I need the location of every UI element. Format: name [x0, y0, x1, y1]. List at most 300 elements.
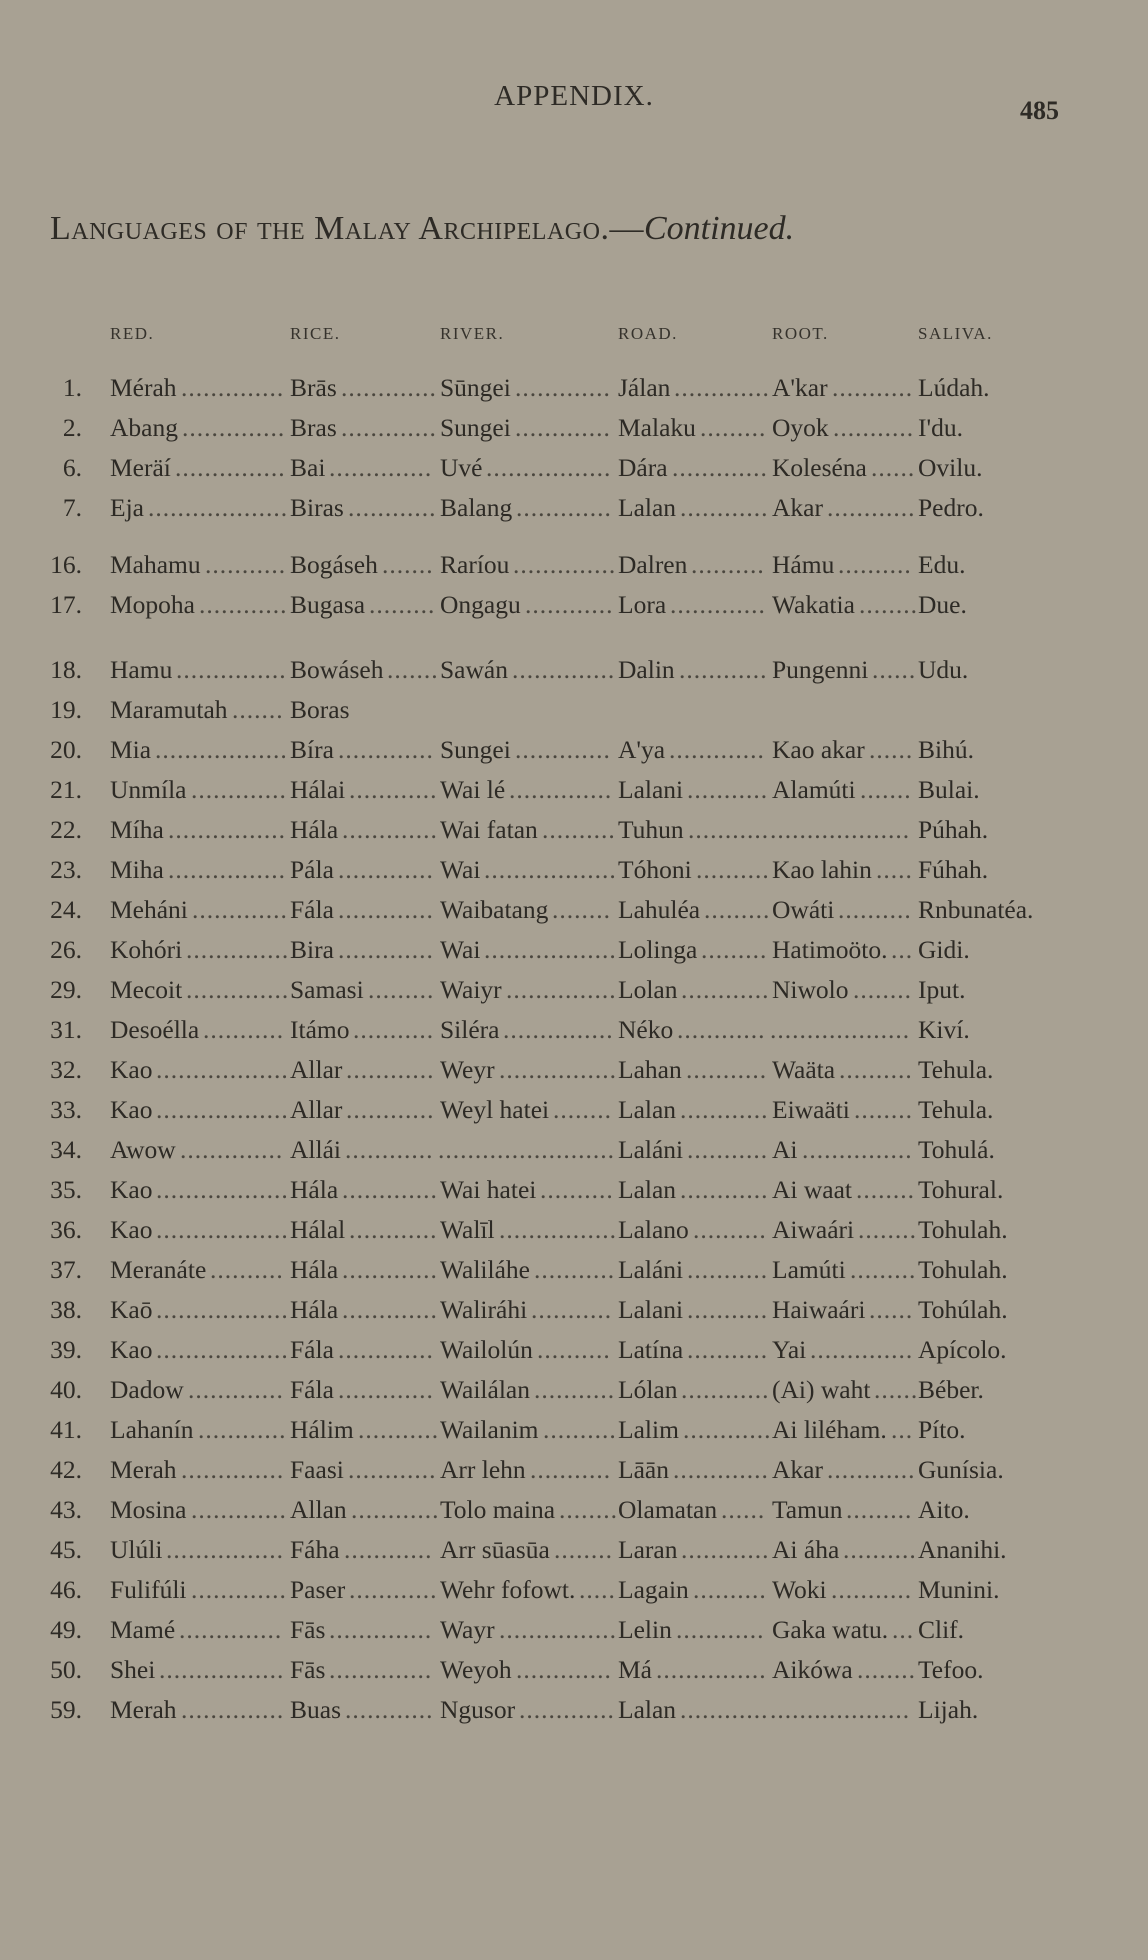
- cell-rice: Bras: [290, 413, 337, 442]
- cell-road: Dára: [618, 453, 668, 482]
- leader-dots: ...........: [358, 1415, 440, 1444]
- leader-dots: .............: [188, 1375, 284, 1404]
- cell-saliva: Tefoo.: [918, 1655, 984, 1684]
- leader-dots: ............: [349, 1215, 438, 1244]
- leader-dots: .....: [876, 855, 913, 884]
- cell-red: Meranáte: [110, 1255, 207, 1284]
- cell-root: Wakatia: [772, 590, 855, 619]
- row-number: 45.: [50, 1535, 82, 1564]
- leader-dots: ............: [345, 1695, 434, 1724]
- leader-dots: ............: [681, 975, 770, 1004]
- table-row: [0, 735, 1148, 775]
- leader-dots: ...........: [686, 1055, 768, 1084]
- table-row: [0, 1695, 1148, 1735]
- leader-dots: ........................: [438, 1135, 615, 1164]
- table-row: [0, 1295, 1148, 1335]
- table-row: [0, 1415, 1148, 1455]
- row-number: 22.: [50, 815, 82, 844]
- cell-saliva: Udu.: [918, 655, 969, 684]
- row-number: 42.: [50, 1455, 82, 1484]
- cell-road: Lora: [618, 590, 667, 619]
- cell-saliva: Tohulah.: [918, 1215, 1008, 1244]
- cell-road: Dalren: [618, 550, 688, 579]
- leader-dots: .............: [519, 1695, 615, 1724]
- cell-river: Wehr fofowt.: [440, 1575, 576, 1604]
- leader-dots: ............: [680, 1695, 769, 1724]
- leader-dots: ..........: [691, 550, 765, 579]
- cell-saliva: Gunísia.: [918, 1455, 1004, 1484]
- leader-dots: ......: [869, 735, 914, 764]
- table-row: [0, 1095, 1148, 1135]
- row-number: 40.: [50, 1375, 82, 1404]
- table-row: [0, 775, 1148, 815]
- cell-road: Lahan: [618, 1055, 682, 1084]
- leader-dots: ..............: [186, 975, 290, 1004]
- row-number: 38.: [50, 1295, 82, 1324]
- row-number: 6.: [62, 453, 82, 482]
- cell-saliva: Tohúlah.: [918, 1295, 1008, 1324]
- leader-dots: ..............: [180, 1135, 284, 1164]
- table-row: [0, 550, 1148, 590]
- cell-root: Akar: [772, 493, 823, 522]
- cell-saliva: Ovilu.: [918, 453, 983, 482]
- cell-red: Mosina: [110, 1495, 187, 1524]
- table-row: [0, 695, 1148, 735]
- row-number: 32.: [50, 1055, 82, 1084]
- table-row: [0, 935, 1148, 975]
- cell-saliva: Due.: [918, 590, 967, 619]
- leader-dots: ............: [198, 1415, 287, 1444]
- leader-dots: ...: [892, 1615, 915, 1644]
- cell-river: Siléra: [440, 1015, 500, 1044]
- leader-dots: ......: [872, 655, 917, 684]
- cell-red: Shei: [110, 1655, 156, 1684]
- table-row: [0, 373, 1148, 413]
- leader-dots: .........: [368, 975, 435, 1004]
- col-header-road: ROAD.: [618, 324, 678, 343]
- cell-river: Wai lé: [440, 775, 506, 804]
- leader-dots: ...: [891, 935, 914, 964]
- cell-red: Eja: [110, 493, 144, 522]
- cell-saliva: Tehula.: [918, 1095, 994, 1124]
- cell-saliva: Púhah.: [918, 815, 989, 844]
- cell-rice: Pála: [290, 855, 334, 884]
- leader-dots: ..........: [696, 855, 770, 884]
- leader-dots: ...........: [203, 1015, 285, 1044]
- cell-river: Sawán: [440, 655, 508, 684]
- cell-saliva: Lúdah.: [918, 373, 990, 402]
- table-row: [0, 1615, 1148, 1655]
- leader-dots: ...........: [534, 1375, 616, 1404]
- cell-red: Merah: [110, 1695, 177, 1724]
- leader-dots: ...................: [770, 1695, 911, 1724]
- cell-road: Lolan: [618, 975, 678, 1004]
- cell-rice: Biras: [290, 493, 344, 522]
- leader-dots: .............: [338, 935, 434, 964]
- row-number: 50.: [50, 1655, 82, 1684]
- leader-dots: ............: [344, 1535, 433, 1564]
- leader-dots: ............: [348, 1455, 437, 1484]
- leader-dots: ...............: [656, 1655, 767, 1684]
- cell-river: Wailálan: [440, 1375, 530, 1404]
- row-number: 34.: [50, 1135, 82, 1164]
- cell-red: Hamu: [110, 655, 173, 684]
- row-number: 39.: [50, 1335, 82, 1364]
- cell-river: Waiyr: [440, 975, 502, 1004]
- col-header-root: ROOT.: [772, 324, 829, 343]
- table-row: [0, 1535, 1148, 1575]
- row-number: 29.: [50, 975, 82, 1004]
- leader-dots: ............: [525, 590, 614, 619]
- col-header-red: RED.: [110, 324, 155, 343]
- cell-rice: Buas: [290, 1695, 341, 1724]
- cell-rice: Itámo: [290, 1015, 350, 1044]
- leader-dots: ..............: [513, 550, 617, 579]
- cell-root: Ai waat: [772, 1175, 853, 1204]
- leader-dots: ..........: [838, 895, 912, 924]
- leader-dots: .........: [701, 935, 768, 964]
- cell-road: Lagain: [618, 1575, 689, 1604]
- leader-dots: ............: [346, 1095, 435, 1124]
- leader-dots: .........: [850, 1255, 917, 1284]
- row-number: 1.: [62, 373, 82, 402]
- leader-dots: .............: [191, 775, 287, 804]
- cell-river: Weyoh: [440, 1655, 512, 1684]
- leader-dots: ............: [349, 775, 438, 804]
- cell-red: Mérah: [110, 373, 177, 402]
- row-number: 59.: [50, 1695, 82, 1724]
- cell-road: Lalan: [618, 493, 677, 522]
- leader-dots: ..........: [693, 1215, 767, 1244]
- leader-dots: ...........: [534, 1255, 616, 1284]
- cell-rice: Faasi: [290, 1455, 344, 1484]
- leader-dots: .............: [342, 815, 438, 844]
- leader-dots: .............: [341, 413, 437, 442]
- leader-dots: ............: [199, 590, 288, 619]
- leader-dots: ..........: [537, 1335, 611, 1364]
- leader-dots: ........: [854, 1095, 913, 1124]
- running-head: APPENDIX.: [494, 80, 654, 112]
- row-number: 18.: [50, 655, 82, 684]
- cell-rice: Hála: [290, 815, 339, 844]
- leader-dots: ................: [499, 1615, 617, 1644]
- cell-saliva: Tohulah.: [918, 1255, 1008, 1284]
- cell-road: Latína: [618, 1335, 684, 1364]
- cell-river: Arr sūasūa: [440, 1535, 550, 1564]
- cell-red: Kao: [110, 1335, 153, 1364]
- leader-dots: .............: [515, 413, 611, 442]
- leader-dots: .............: [515, 373, 611, 402]
- cell-red: Kao: [110, 1055, 153, 1084]
- cell-root: Alamúti: [772, 775, 856, 804]
- leader-dots: ............: [348, 493, 437, 522]
- leader-dots: ...............: [506, 975, 617, 1004]
- cell-river: Walīl: [440, 1215, 495, 1244]
- cell-red: Ulúli: [110, 1535, 163, 1564]
- cell-rice: Hálai: [290, 775, 346, 804]
- leader-dots: ........: [858, 1215, 917, 1244]
- leader-dots: ..................: [156, 1215, 289, 1244]
- row-number: 20.: [50, 735, 82, 764]
- leader-dots: ..........: [540, 1175, 614, 1204]
- table-row: [0, 1215, 1148, 1255]
- cell-red: Mahamu: [110, 550, 201, 579]
- leader-dots: .........: [369, 590, 436, 619]
- leader-dots: ........: [856, 1175, 915, 1204]
- leader-dots: .......: [232, 695, 284, 724]
- row-number: 35.: [50, 1175, 82, 1204]
- leader-dots: ........: [859, 590, 918, 619]
- leader-dots: ............: [827, 1455, 916, 1484]
- row-number: 7.: [62, 493, 82, 522]
- cell-road: Jálan: [618, 373, 671, 402]
- cell-rice: Fála: [290, 1335, 334, 1364]
- cell-road: Lalan: [618, 1095, 677, 1124]
- table-row: [0, 895, 1148, 935]
- leader-dots: .............: [516, 493, 612, 522]
- cell-saliva: Píto.: [918, 1415, 966, 1444]
- cell-road: Olamatan: [618, 1495, 718, 1524]
- cell-root: Eiwaäti: [772, 1095, 850, 1124]
- leader-dots: .......: [860, 775, 912, 804]
- leader-dots: ........: [552, 895, 611, 924]
- leader-dots: ...........: [205, 550, 287, 579]
- leader-dots: ......: [869, 1295, 914, 1324]
- cell-rice: Bowáseh: [290, 655, 384, 684]
- leader-dots: .............: [338, 855, 434, 884]
- cell-river: Waliráhi: [440, 1295, 528, 1324]
- cell-root: Kao lahin: [772, 855, 872, 884]
- leader-dots: ................: [166, 1535, 284, 1564]
- row-number: 37.: [50, 1255, 82, 1284]
- cell-river: Sūngei: [440, 373, 511, 402]
- cell-rice: Hála: [290, 1175, 339, 1204]
- cell-rice: Hála: [290, 1255, 339, 1284]
- cell-saliva: Bulai.: [918, 775, 980, 804]
- cell-road: Lāān: [618, 1455, 669, 1484]
- cell-red: Maramutah: [110, 695, 228, 724]
- row-number: 49.: [50, 1615, 82, 1644]
- cell-road: Néko: [618, 1015, 674, 1044]
- cell-saliva: Pedro.: [918, 493, 984, 522]
- cell-road: Lalano: [618, 1215, 689, 1244]
- cell-red: Merah: [110, 1455, 177, 1484]
- leader-dots: ............: [677, 1015, 766, 1044]
- leader-dots: ...........: [687, 1135, 769, 1164]
- cell-river: Raríou: [440, 550, 510, 579]
- cell-root: Oyok: [772, 413, 829, 442]
- leader-dots: ........: [554, 1535, 613, 1564]
- cell-saliva: Edu.: [918, 550, 966, 579]
- leader-dots: ...................: [770, 1015, 911, 1044]
- cell-red: Meháni: [110, 895, 188, 924]
- table-row: [0, 590, 1148, 630]
- leader-dots: ........: [853, 975, 912, 1004]
- leader-dots: ..................: [156, 1175, 289, 1204]
- cell-saliva: Aito.: [918, 1495, 970, 1524]
- leader-dots: ........: [857, 1655, 916, 1684]
- leader-dots: ..................: [484, 855, 617, 884]
- cell-root: Aiwaári: [772, 1215, 855, 1244]
- leader-dots: ...............: [176, 655, 287, 684]
- cell-river: Wailanim: [440, 1415, 539, 1444]
- leader-dots: ...........: [832, 373, 914, 402]
- cell-root: A'kar: [772, 373, 828, 402]
- leader-dots: ...................: [148, 493, 289, 522]
- table-row: [0, 1335, 1148, 1375]
- cell-rice: Samasi: [290, 975, 364, 1004]
- cell-road: Lólan: [618, 1375, 678, 1404]
- leader-dots: .............: [516, 1655, 612, 1684]
- leader-dots: ...........: [687, 775, 769, 804]
- cell-saliva: Tohural.: [918, 1175, 1004, 1204]
- cell-road: Lalan: [618, 1175, 677, 1204]
- cell-rice: Boras: [290, 695, 350, 724]
- cell-root: Kao akar: [772, 735, 865, 764]
- cell-road: Lalan: [618, 1695, 677, 1724]
- cell-rice: Fās: [290, 1615, 326, 1644]
- cell-root: Ai áha: [772, 1535, 840, 1564]
- leader-dots: ............: [683, 1415, 772, 1444]
- leader-dots: ..............: [329, 1655, 433, 1684]
- col-header-river: RIVER.: [440, 324, 505, 343]
- row-number: 17.: [50, 590, 82, 619]
- leader-dots: ..................: [156, 1335, 289, 1364]
- leader-dots: ...............: [175, 453, 286, 482]
- table-row: [0, 493, 1148, 533]
- cell-road: Lolinga: [618, 935, 698, 964]
- cell-rice: Paser: [290, 1575, 346, 1604]
- leader-dots: ......: [871, 453, 916, 482]
- leader-dots: ...........: [687, 1295, 769, 1324]
- leader-dots: ............: [681, 1375, 770, 1404]
- leader-dots: .............: [342, 1175, 438, 1204]
- leader-dots: ...............: [802, 1135, 913, 1164]
- cell-river: Wayr: [440, 1615, 495, 1644]
- leader-dots: ..............: [182, 413, 286, 442]
- cell-river: Waliláhe: [440, 1255, 530, 1284]
- leader-dots: ...........: [353, 1015, 435, 1044]
- leader-dots: .................: [159, 1655, 285, 1684]
- cell-root: Yai: [772, 1335, 807, 1364]
- table-row: [0, 1175, 1148, 1215]
- cell-red: Miha: [110, 855, 164, 884]
- cell-river: Sungei: [440, 735, 511, 764]
- cell-red: Unmíla: [110, 775, 187, 804]
- table-row: [0, 453, 1148, 493]
- col-header-rice: RICE.: [290, 324, 341, 343]
- table-row: [0, 975, 1148, 1015]
- cell-red: Kohóri: [110, 935, 183, 964]
- leader-dots: ..................: [156, 1295, 289, 1324]
- table-row: [0, 655, 1148, 695]
- table-row: [0, 1015, 1148, 1055]
- row-number: 2.: [62, 413, 82, 442]
- cell-root: Woki: [772, 1575, 827, 1604]
- cell-root: Ai liléham.: [772, 1415, 887, 1444]
- cell-river: Wai: [440, 855, 481, 884]
- cell-root: Aikówa: [772, 1655, 853, 1684]
- cell-rice: Allar: [290, 1055, 343, 1084]
- row-number: 41.: [50, 1415, 82, 1444]
- cell-saliva: I'du.: [918, 413, 963, 442]
- cell-rice: Bogáseh: [290, 550, 378, 579]
- leader-dots: ..........: [843, 1535, 917, 1564]
- leader-dots: .............: [670, 590, 766, 619]
- leader-dots: ..............: [181, 1695, 285, 1724]
- cell-red: Dadow: [110, 1375, 184, 1404]
- row-number: 43.: [50, 1495, 82, 1524]
- cell-saliva: Ananihi.: [918, 1535, 1007, 1564]
- cell-root: (Ai) waht: [772, 1375, 871, 1404]
- leader-dots: .................: [486, 453, 612, 482]
- cell-red: Lahanín: [110, 1415, 194, 1444]
- cell-saliva: Tohulá.: [918, 1135, 995, 1164]
- row-number: 16.: [50, 550, 82, 579]
- leader-dots: ................: [168, 815, 286, 844]
- leader-dots: ......: [874, 1375, 919, 1404]
- cell-saliva: Rnbunatéa.: [918, 895, 1034, 924]
- leader-dots: ............: [679, 655, 768, 684]
- leader-dots: ..........: [543, 1415, 617, 1444]
- cell-saliva: Munini.: [918, 1575, 1000, 1604]
- cell-road: Malaku: [618, 413, 696, 442]
- leader-dots: ............: [680, 493, 769, 522]
- row-number: 21.: [50, 775, 82, 804]
- cell-root: Hatimoöto.: [772, 935, 888, 964]
- cell-root: Lamúti: [772, 1255, 846, 1284]
- leader-dots: ...........: [531, 1295, 613, 1324]
- cell-red: Meräí: [110, 453, 171, 482]
- row-number: 26.: [50, 935, 82, 964]
- leader-dots: ..............: [329, 1615, 433, 1644]
- leader-dots: ................: [499, 1055, 617, 1084]
- leader-dots: ............: [827, 493, 916, 522]
- cell-rice: Fās: [290, 1655, 326, 1684]
- cell-road: A'ya: [618, 735, 666, 764]
- leader-dots: ...: [891, 1415, 914, 1444]
- cell-rice: Allái: [290, 1135, 341, 1164]
- row-number: 36.: [50, 1215, 82, 1244]
- cell-root: Tamun: [772, 1495, 843, 1524]
- cell-saliva: Tehula.: [918, 1055, 994, 1084]
- cell-red: Míha: [110, 815, 164, 844]
- cell-root: Akar: [772, 1455, 823, 1484]
- cell-river: Weyr: [440, 1055, 495, 1084]
- leader-dots: ............: [680, 1175, 769, 1204]
- leader-dots: ......: [721, 1495, 766, 1524]
- leader-dots: .............: [191, 1575, 287, 1604]
- cell-river: Arr lehn: [440, 1455, 526, 1484]
- cell-rice: Brās: [290, 373, 337, 402]
- cell-red: Mecoit: [110, 975, 183, 1004]
- cell-saliva: Lijah.: [918, 1695, 979, 1724]
- table-row: [0, 815, 1148, 855]
- leader-dots: .........: [846, 1495, 913, 1524]
- leader-dots: ..................: [155, 735, 288, 764]
- leader-dots: ..........: [693, 1575, 767, 1604]
- section-title-continued: Continued.: [643, 210, 795, 247]
- leader-dots: .............: [674, 373, 770, 402]
- cell-red: Mopoha: [110, 590, 195, 619]
- leader-dots: ..............: [509, 775, 613, 804]
- leader-dots: ..............: [512, 655, 616, 684]
- row-number: 46.: [50, 1575, 82, 1604]
- cell-red: Kao: [110, 1095, 153, 1124]
- cell-root: Haiwaári: [772, 1295, 866, 1324]
- row-number: 31.: [50, 1015, 82, 1044]
- leader-dots: .............: [672, 453, 768, 482]
